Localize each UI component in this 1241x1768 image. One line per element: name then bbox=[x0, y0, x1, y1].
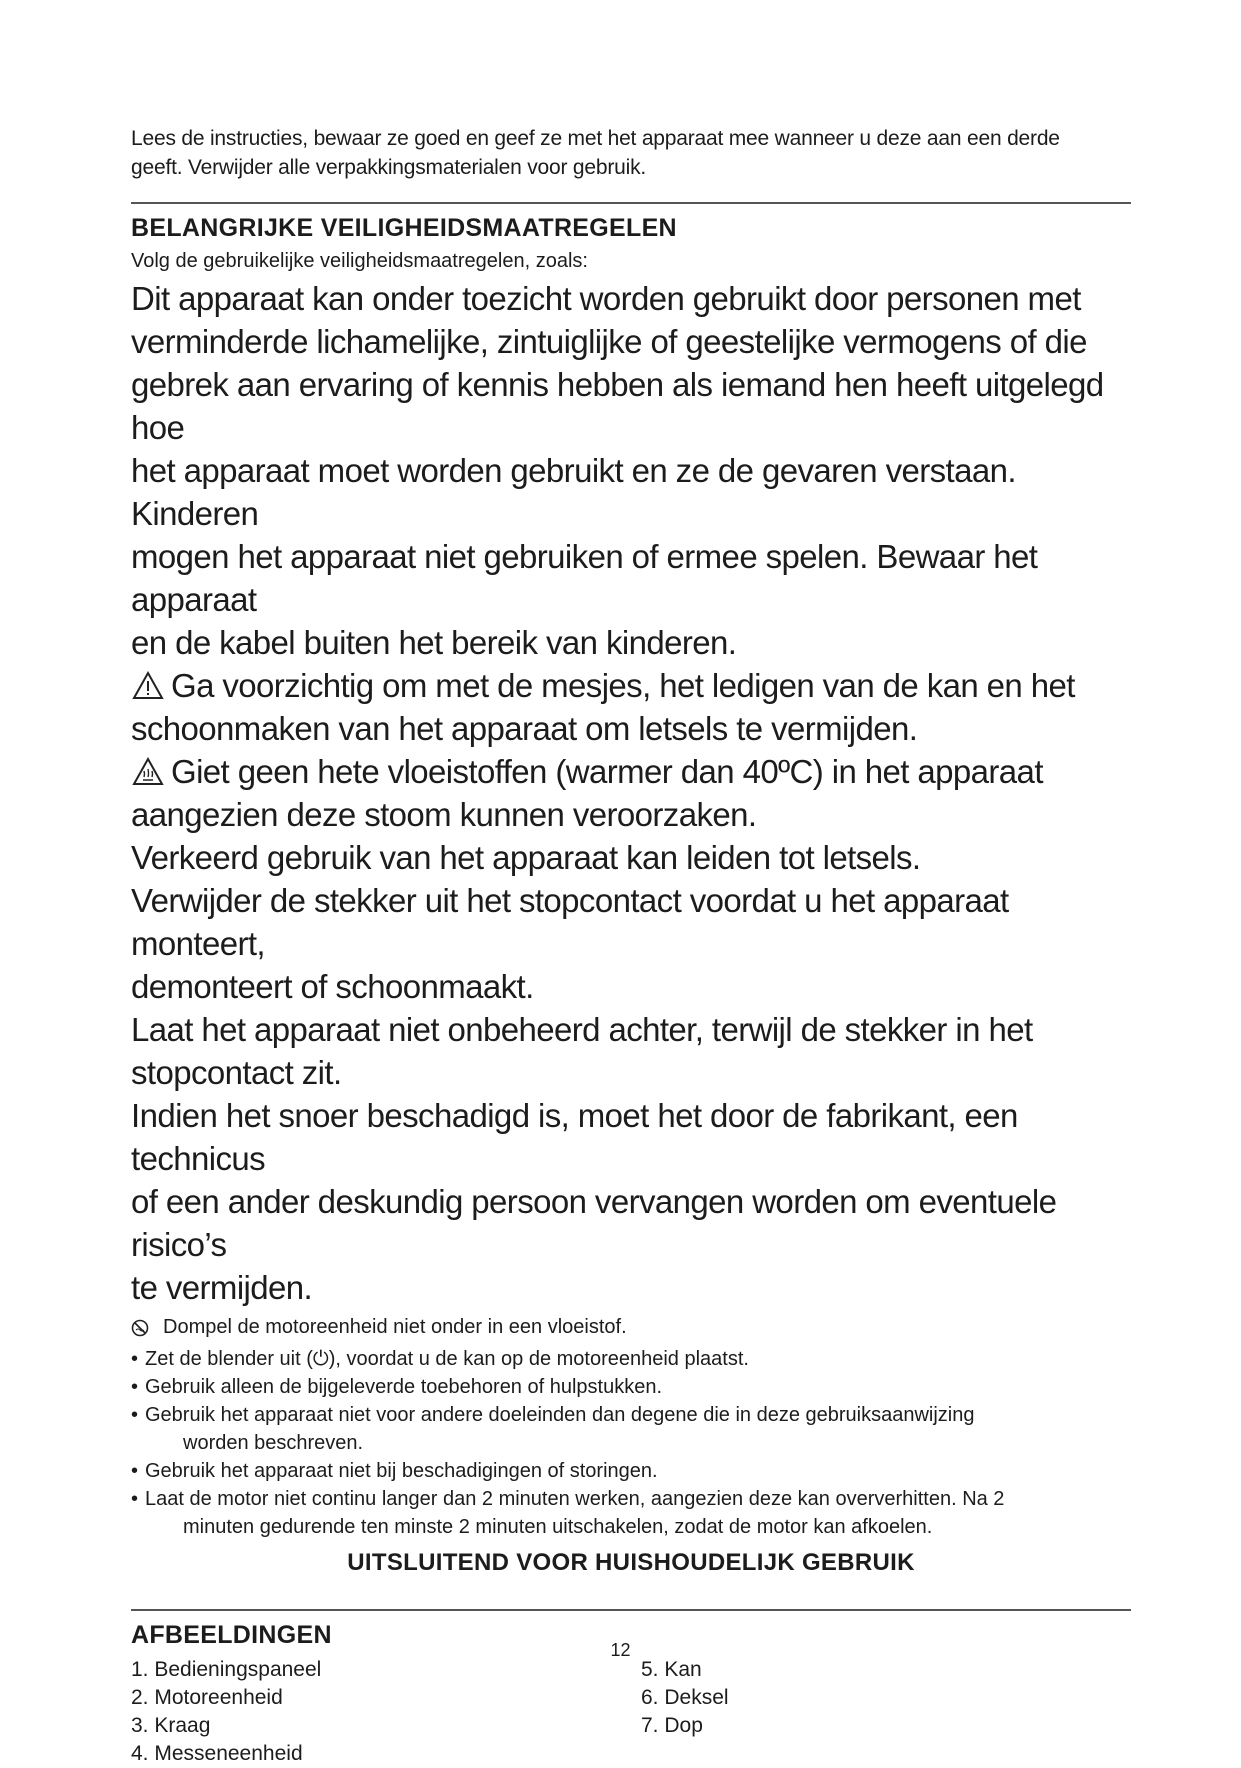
hot-liquid-warning bbox=[131, 750, 1131, 836]
list-item: • Laat de motor niet continu langer dan 2 minuten werken, aangezien deze kan oververhitten. Na 2 minuten gedurende ten minste 2 minuten uitschakelen, zodat de motor kan afkoelen. bbox=[131, 1485, 1131, 1541]
bullet-text: Gebruik het apparaat niet voor andere doeleinden dan degene die in deze gebruiksaanwijzing bbox=[145, 1404, 975, 1426]
cord-text bbox=[131, 1094, 1131, 1309]
figures-heading: AFBEELDINGEN bbox=[131, 1621, 332, 1649]
hot-surface-icon bbox=[131, 754, 165, 788]
cord-line: of een ander deskundig persoon vervangen worden om eventuele risico’s bbox=[131, 1183, 1057, 1263]
unplug-line: Verwijder de stekker uit het stopcontact voordat u het apparaat monteert, bbox=[131, 882, 1009, 962]
list-item: 7. Dop bbox=[641, 1714, 703, 1737]
unplug-text bbox=[131, 879, 1131, 1008]
list-item: 4. Messeneenheid bbox=[131, 1742, 303, 1765]
list-item: 5. Kan bbox=[641, 1658, 702, 1681]
page-number: 12 bbox=[610, 1640, 631, 1660]
supervision-paragraph bbox=[131, 277, 1131, 664]
figures-list-right bbox=[641, 1656, 729, 1768]
blades-warning-line: Ga voorzichtig om met de mesjes, het ledigen van de kan en het bbox=[171, 667, 1075, 704]
safety-heading: BELANGRIJKE VEILIGHEIDSMAATREGELEN bbox=[131, 214, 677, 242]
misuse-text: Verkeerd gebruik van het apparaat kan leiden tot letsels. bbox=[131, 839, 921, 876]
manual-page bbox=[131, 124, 1131, 1768]
p1-line: het apparaat moet worden gebruikt en ze de gevaren verstaan. Kinderen bbox=[131, 452, 1016, 532]
bullet-continuation: minuten gedurende ten minste 2 minuten uitschakelen, zodat de motor kan afkoelen. bbox=[183, 1516, 933, 1538]
safety-bullet-list bbox=[131, 1345, 1131, 1541]
no-immerse-icon bbox=[131, 1319, 149, 1337]
p1-line: en de kabel buiten het bereik van kinderen. bbox=[131, 624, 737, 661]
list-item: 6. Deksel bbox=[641, 1686, 729, 1709]
divider bbox=[131, 1609, 1131, 1611]
list-item: 3. Kraag bbox=[131, 1714, 211, 1737]
unattended-line: Laat het apparaat niet onbeheerd achter, terwijl de stekker in het bbox=[131, 1011, 1033, 1048]
p1-line: Dit apparaat kan onder toezicht worden gebruikt door personen met bbox=[131, 280, 1081, 317]
list-item: • Gebruik alleen de bijgeleverde toebehoren of hulpstukken. bbox=[131, 1376, 663, 1398]
warning-triangle-icon bbox=[131, 668, 165, 702]
p1-line: verminderde lichamelijke, zintuiglijke of geestelijke vermogens of die bbox=[131, 323, 1087, 360]
intro-line-2: geeft. Verwijder alle verpakkingsmaterialen voor gebruik. bbox=[131, 156, 647, 179]
list-item: • Gebruik het apparaat niet bij beschadigingen of storingen. bbox=[131, 1460, 658, 1482]
hot-warning-line: aangezien deze stoom kunnen veroorzaken. bbox=[131, 796, 757, 833]
no-immerse-text: Dompel de motoreenheid niet onder in een vloeistof. bbox=[163, 1316, 627, 1338]
list-item: • Zet de blender uit (⏻), voordat u de kan op de motoreenheid plaatst. bbox=[131, 1348, 749, 1370]
unplug-line: demonteert of schoonmaakt. bbox=[131, 968, 534, 1005]
cord-line: Indien het snoer beschadigd is, moet het door de fabrikant, een technicus bbox=[131, 1097, 1018, 1177]
intro-text bbox=[131, 124, 1131, 182]
unattended-text bbox=[131, 1008, 1131, 1094]
bullet-text: Laat de motor niet continu langer dan 2 minuten werken, aangezien deze kan oververhitten. Na 2 bbox=[145, 1488, 1005, 1510]
p1-line: gebrek aan ervaring of kennis hebben als iemand hen heeft uitgelegd hoe bbox=[131, 366, 1104, 446]
unattended-line: stopcontact zit. bbox=[131, 1054, 342, 1091]
bullet-continuation: worden beschreven. bbox=[183, 1432, 364, 1454]
figures-list-left bbox=[131, 1656, 641, 1768]
bullet-text: Gebruik alleen de bijgeleverde toebehoren of hulpstukken. bbox=[145, 1376, 663, 1398]
blades-warning-line: schoonmaken van het apparaat om letsels te vermijden. bbox=[131, 710, 918, 747]
list-item: • Gebruik het apparaat niet voor andere doeleinden dan degene die in deze gebruiksaanwijzing worden beschreven. bbox=[131, 1401, 1131, 1457]
p1-line: mogen het apparaat niet gebruiken of ermee spelen. Bewaar het apparaat bbox=[131, 538, 1038, 618]
blades-warning bbox=[131, 664, 1131, 750]
bullet-text: Gebruik het apparaat niet bij beschadigingen of storingen. bbox=[145, 1460, 658, 1482]
hot-warning-line: Giet geen hete vloeistoffen (warmer dan 40ºC) in het apparaat bbox=[171, 753, 1043, 790]
household-only-notice: UITSLUITEND VOOR HUISHOUDELIJK GEBRUIK bbox=[347, 1549, 915, 1576]
intro-line-1: Lees de instructies, bewaar ze goed en geef ze met het apparaat mee wanneer u deze aan een derde bbox=[131, 127, 1060, 150]
bullet-text: Zet de blender uit (⏻), voordat u de kan op de motoreenheid plaatst. bbox=[145, 1348, 749, 1370]
list-item: 1. Bedieningspaneel bbox=[131, 1658, 322, 1681]
list-item: 2. Motoreenheid bbox=[131, 1686, 283, 1709]
safety-subheading: Volg de gebruikelijke veiligheidsmaatregelen, zoals: bbox=[131, 250, 588, 272]
cord-line: te vermijden. bbox=[131, 1269, 313, 1306]
no-immerse-warning bbox=[131, 1313, 1131, 1341]
divider bbox=[131, 202, 1131, 204]
figures-list bbox=[131, 1656, 1131, 1768]
